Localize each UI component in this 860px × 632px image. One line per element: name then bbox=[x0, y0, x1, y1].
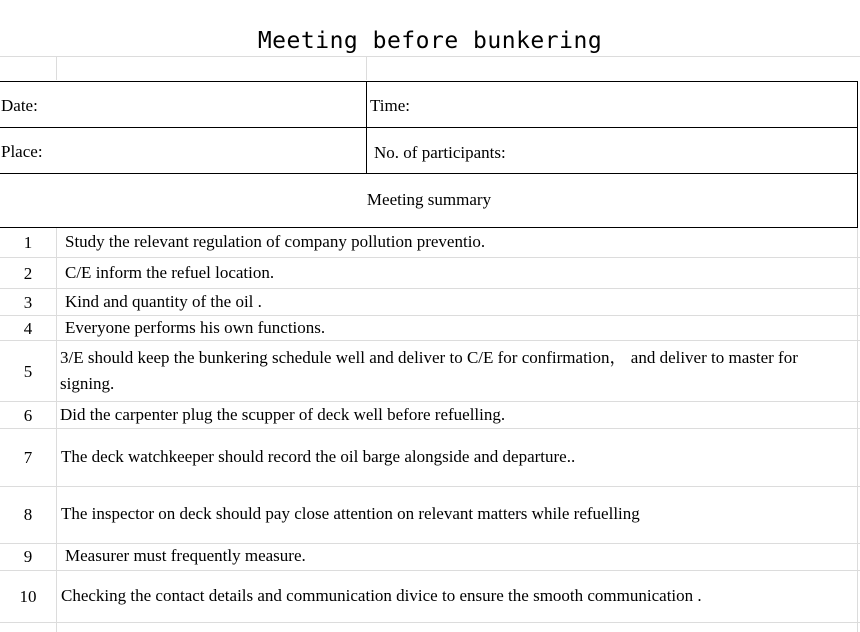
page-title: Meeting before bunkering bbox=[257, 28, 603, 54]
list-item: Everyone performs his own functions. bbox=[65, 318, 326, 337]
item-number: 2 bbox=[23, 264, 33, 283]
list-item: Kind and quantity of the oil . bbox=[65, 292, 262, 311]
date-label: Date: bbox=[1, 96, 38, 115]
time-label: Time: bbox=[370, 96, 411, 115]
table-border bbox=[0, 81, 858, 82]
gridline bbox=[366, 56, 367, 80]
summary-heading: Meeting summary bbox=[366, 190, 492, 209]
item-number: 3 bbox=[23, 293, 33, 312]
item-number: 1 bbox=[23, 233, 33, 252]
list-item: The deck watchkeeper should record the oil barge alongside and departure.. bbox=[61, 447, 576, 466]
item-number: 7 bbox=[23, 448, 33, 467]
place-label: Place: bbox=[1, 142, 43, 161]
list-item: Study the relevant regulation of company pollution preventio. bbox=[65, 232, 486, 251]
item-number: 5 bbox=[23, 362, 33, 381]
participants-label: No. of participants: bbox=[374, 143, 506, 162]
list-item: The inspector on deck should pay close attention on relevant matters while refuelling bbox=[61, 504, 640, 523]
gridline bbox=[0, 257, 860, 258]
gridline bbox=[857, 228, 858, 632]
gridline bbox=[56, 56, 57, 80]
item-number: 4 bbox=[23, 319, 33, 338]
list-item: 3/E should keep the bunkering schedule well and deliver to C/E for confirmation， and deliver to master for signing. bbox=[60, 348, 798, 393]
gridline bbox=[0, 622, 860, 623]
gridline bbox=[56, 228, 57, 632]
table-border bbox=[0, 173, 858, 174]
list-item: Measurer must frequently measure. bbox=[65, 546, 306, 565]
gridline bbox=[0, 486, 860, 487]
table-border bbox=[366, 81, 367, 173]
item-number: 6 bbox=[23, 406, 33, 425]
gridline bbox=[0, 570, 860, 571]
list-item: Did the carpenter plug the scupper of deck well before refuelling. bbox=[60, 405, 506, 424]
item-number: 10 bbox=[19, 587, 37, 606]
gridline bbox=[0, 428, 860, 429]
item-number: 8 bbox=[23, 505, 33, 524]
table-border bbox=[0, 127, 858, 128]
list-item: Checking the contact details and communication divice to ensure the smooth communication . bbox=[61, 586, 702, 605]
table-border bbox=[0, 227, 858, 228]
list-item: C/E inform the refuel location. bbox=[65, 263, 275, 282]
item-number: 9 bbox=[23, 547, 33, 566]
